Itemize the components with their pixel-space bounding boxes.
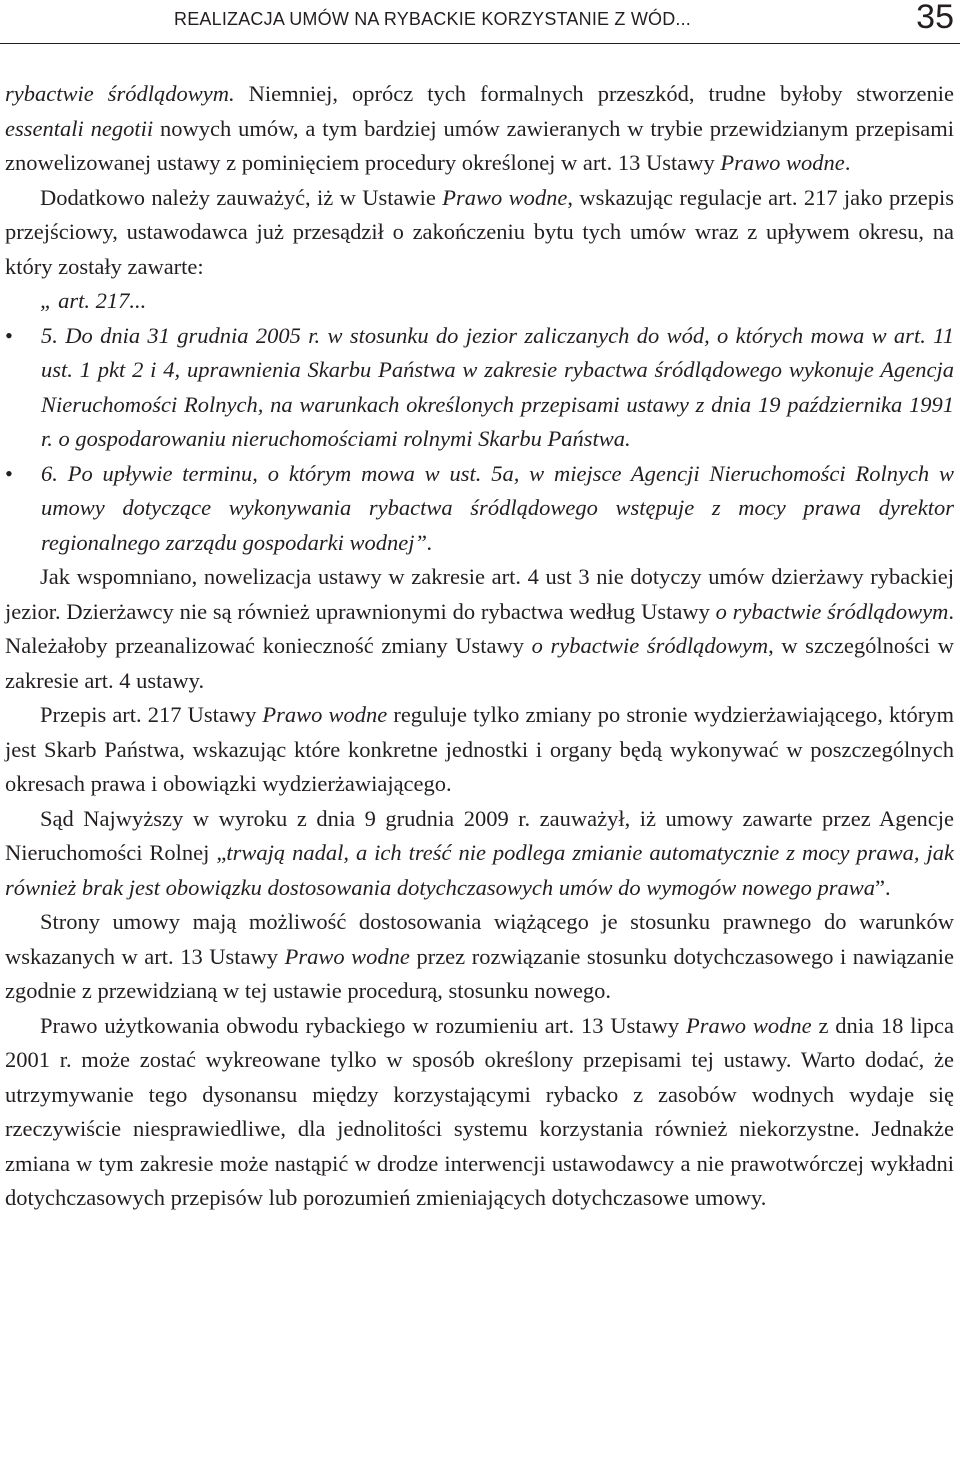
paragraph-1-italic-a: rybactwie śródlądowym. [5, 81, 235, 106]
paragraph-5-text-a: Sąd Najwyższy w wyroku z dnia 9 grudnia 2009 r. zauważył, iż umowy zawarte przez Agencje Nieruchomości Rolnej „ [5, 805, 954, 865]
running-title: REALIZACJA UMÓW NA RYBACKIE KORZYSTANIE Z WÓD... [174, 9, 692, 29]
bullet-dot-icon: • [5, 322, 13, 348]
paragraph-6 [5, 905, 954, 1009]
header-rule [0, 43, 960, 44]
quote-start: „ art. 217... [40, 288, 147, 313]
paragraph-4-text-c: reguluje tylko zmiany po stronie wydzierżawiającego, którym jest Skarb Państwa, wskazując które konkretne jednostki i organy będą wykonywać w poszczególnych okresach prawa i obowiązki wydzierżawiającego. [5, 702, 954, 796]
paragraph-4-text-a: Przepis art. 217 Ustawy [40, 702, 263, 727]
paragraph-1-italic-c: essentali negotii [5, 115, 154, 141]
paragraph-7-text-c: z dnia 18 lipca 2001 r. może zostać wykreowane tylko w sposób określony przepisami tej ustawy. Warto dodać, że utrzymywanie tego dysonansu między korzystającymi rybacko z zasobów wodnych wydaje się rzeczywiście niesprawiedliwe, dla jednolitości systemu korzystania również niekorzystne. Jednakże zmiana w tym zakresie może nastąpić w drodze interwencji ustawodawcy a nie prawotwórczej wykładni dotychczasowych przepisów lub porozumień zmieniających dotychczasowe umowy. [5, 1012, 954, 1210]
paragraph-3-italic-b: o rybactwie śródlądowym [715, 598, 949, 624]
paragraph-3-italic-d: o rybactwie śródlądowym [531, 633, 769, 658]
paragraph-2-text-a: Dodatkowo należy zauważyć, iż w Ustawie [40, 184, 443, 210]
bullet-item-1-text: 5. Do dnia 31 grudnia 2005 r. w stosunku do jezior zaliczanych do wód, o których mowa w art. 11 ust. 1 pkt 2 i 4, uprawnienia Skarbu Państwa w zakresie rybactwa śródlądowego wykonuje Agencja Nieruchomości Rolnych, na warunkach określonych przepisami ustawy z dnia 19 października 1991 r. o gospodarowaniu nieruchomościami rolnymi Skarbu Państwa. [41, 322, 954, 451]
page-number: 35 [916, 0, 954, 36]
page-body [5, 77, 954, 1216]
paragraph-3-text-c: . Należałoby przeanalizować konieczność zmiany Ustawy [5, 598, 954, 658]
paragraph-4-italic-b: Prawo wodne [262, 702, 388, 727]
page-header [0, 0, 960, 44]
paragraph-6-text-c: przez rozwiązanie stosunku dotychczasowego i nawiązanie zgodnie z przewidzianą w tej ustawie procedurą, stosunku nowego. [5, 943, 954, 1003]
paragraph-3-text-e: , w szczególności w zakresie art. 4 ustawy. [5, 633, 954, 693]
paragraph-3 [5, 560, 954, 698]
paragraph-3-text-a: Jak wspomniano, nowelizacja ustawy w zakresie art. 4 ust 3 nie dotyczy umów dzierżawy rybackiej jezior. Dzierżawcy nie są również uprawnionymi do rybactwa według Ustawy [5, 564, 954, 624]
paragraph-7 [5, 1009, 954, 1216]
bullet-item-1 [5, 319, 954, 457]
paragraph-2 [5, 181, 954, 285]
paragraph-5-text-c: ”. [875, 874, 891, 900]
paragraph-1-italic-e: Prawo wodne [720, 150, 845, 175]
paragraph-1 [5, 77, 954, 181]
paragraph-1-text-d: nowych umów, a tym bardziej umów zawieranych w trybie przewidzianym przepisami znowelizowanej ustawy z pominięciem procedury określonej w art. 13 Ustawy [5, 115, 955, 175]
paragraph-7-italic-b: Prawo wodne [685, 1012, 812, 1038]
bullet-item-2 [5, 457, 954, 561]
paragraph-6-italic-b: Prawo wodne [284, 943, 410, 969]
bullet-item-2-text: 6. Po upływie terminu, o którym mowa w ust. 5a, w miejsce Agencji Nieruchomości Rolnych w umowy dotyczące wykonywania rybactwa śródlądowego wstępuje z mocy prawa dyrektor regionalnego zarządu gospodarki wodnej”. [41, 460, 954, 555]
paragraph-2-italic-b: Prawo wodne [442, 184, 568, 210]
paragraph-5 [5, 802, 954, 906]
paragraph-1-text-f: . [844, 150, 851, 175]
paragraph-7-text-a: Prawo użytkowania obwodu rybackiego w rozumieniu art. 13 Ustawy [40, 1012, 686, 1038]
bullet-dot-icon: • [5, 460, 13, 486]
paragraph-6-text-a: Strony umowy mają możliwość dostosowania wiążącego je stosunku prawnego do warunków wskazanych w art. 13 Ustawy [5, 909, 954, 969]
paragraph-4 [5, 698, 954, 802]
paragraph-2-text-c: , wskazując regulacje art. 217 jako przepis przejściowy, ustawodawca już przesądził o zakończeniu bytu tych umów wraz z upływem okresu, na który zostały zawarte: [5, 184, 954, 279]
paragraph-5-italic-b: trwają nadal, a ich treść nie podlega zmianie automatycznie z mocy prawa, jak również brak jest obowiązku dostosowania dotychczasowych umów do wymogów nowego prawa [5, 840, 954, 900]
paragraph-1-text-b: Niemniej, oprócz tych formalnych przeszkód, trudne byłoby stworzenie [234, 81, 954, 106]
